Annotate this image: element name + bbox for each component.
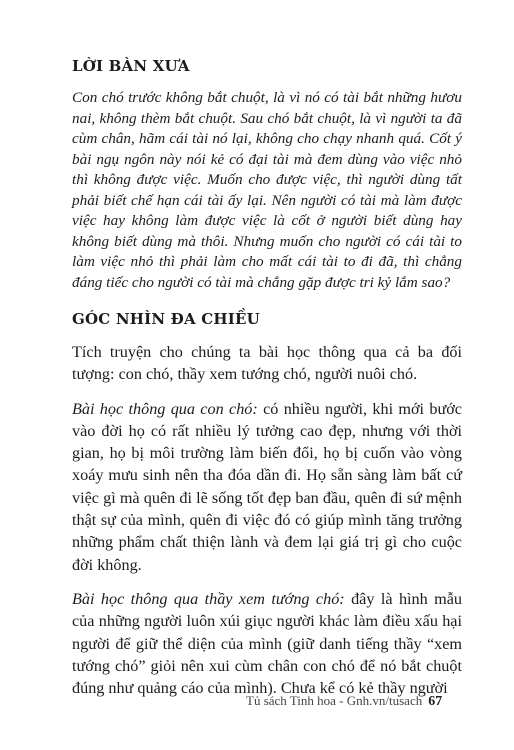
paragraph-lead: Bài học thông qua con chó: bbox=[72, 399, 258, 418]
commentary-paragraph: Con chó trước không bắt chuột, là vì nó có tài bắt những hươu nai, không thèm bắt chuột. Sau chó bắt chuột, là vì người ta đã cùm chân, hãm cái tài nó lại, không cho chạy nhanh quá. Cốt ý bài ngụ ngôn này nói kẻ có đại tài mà đem dùng vào việc nhỏ thì không được việc. Muốn cho được việc, thì người dùng tất phải biết chế hạn cái tài ấy lại. Nên người có tài mà làm được việc hay không làm được việc là cốt ở người biết dùng hay không biết dùng mà thôi. Nhưng muốn cho người có cái tài to làm việc nhỏ thì phải làm cho mất cái tài to đi đã, thì chẳng đáng tiếc cho người có tài mà chẳng gặp được tri kỷ lắm sao? bbox=[72, 89, 462, 291]
page-content bbox=[72, 56, 462, 699]
section-heading-goc-nhin-da-chieu: GÓC NHÌN ĐA CHIỀU bbox=[72, 310, 260, 328]
paragraph-lead: Bài học thông qua thầy xem tướng chó: bbox=[72, 589, 345, 608]
paragraph-text: có nhiều người, khi mới bước vào đời họ có rất nhiều lý tưởng cao đẹp, nhưng với thời gian, họ bị môi trường làm biến đổi, họ bị cuốn vào vòng xoáy mưu sinh nên tha đóa dần đi. Họ sẵn sàng làm bất cứ việc gì mà quên đi lẽ sống tốt đẹp ban đầu, quên đi sứ mệnh thật sự của mình, quên đi việc đó có giúp mình tăng trưởng những phẩm chất thiện lành và đem lại giá trị gì cho cuộc đời không. bbox=[72, 399, 462, 574]
paragraph-text: đây là hình mẫu của những người luôn xúi giục người khác làm điều xấu hại người để giữ thể diện của mình (giữ danh tiếng thầy “xem tướng chó” giỏi nên xui cùm chân con chó để nó bắt chuột đúng như quảng cáo của mình). Chưa kể có kẻ thầy người bbox=[72, 589, 463, 698]
body-paragraph-2 bbox=[72, 398, 462, 576]
body-paragraph-3 bbox=[72, 588, 462, 699]
page-number: 67 bbox=[428, 694, 443, 709]
page-footer bbox=[246, 693, 446, 710]
body-paragraph-1: Tích truyện cho chúng ta bài học thông qua cả ba đối tượng: con chó, thầy xem tướng chó, người nuôi chó. bbox=[72, 343, 462, 384]
section-heading-loi-ban-xua: LỜI BÀN XƯA bbox=[72, 57, 190, 75]
footer-series-title: Tủ sách Tinh hoa - Gnh.vn/tusach bbox=[246, 693, 423, 708]
